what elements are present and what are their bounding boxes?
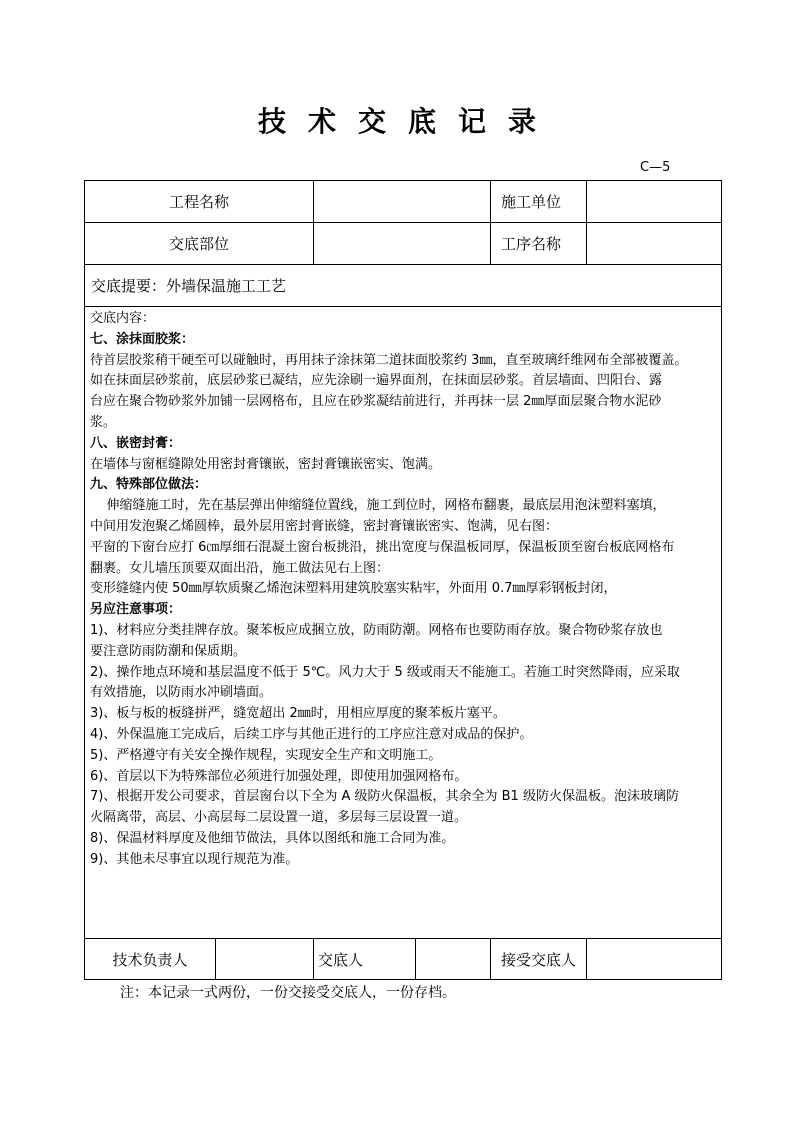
- row-project: [85, 181, 722, 223]
- project-name-field[interactable]: [314, 181, 491, 223]
- tech-lead-label: 技术负责人: [85, 939, 216, 980]
- location-field[interactable]: [314, 223, 491, 265]
- content-line: 在墙体与窗框缝隙处用密封膏镶嵌，密封膏镶嵌密实、饱满。: [90, 456, 442, 472]
- construction-unit-field[interactable]: [587, 181, 722, 223]
- content-line: 浆。: [90, 414, 117, 430]
- content-line: 火隔离带，高层、小高层每二层设置一道，多层每三层设置一道。: [90, 810, 468, 826]
- content-line: 5)、严格遵守有关安全操作规程，实现安全生产和文明施工。: [90, 747, 442, 763]
- form-code: C—5: [640, 160, 671, 175]
- project-name-label: 工程名称: [85, 181, 314, 223]
- footer-note: 注：本记录一式两份，一份交接受交底人，一份存档。: [120, 985, 456, 1001]
- disclosure-form-table: [84, 180, 722, 980]
- section-heading: 八、嵌密封膏：: [90, 435, 182, 451]
- content-line: 待首层胶浆稍干硬至可以碰触时，再用抹子涂抹第二道抹面胶浆约 3㎜，直至玻璃纤维网布全部被覆盖。: [90, 352, 688, 368]
- document-title: 技术交底记录: [257, 105, 558, 138]
- row-summary: [85, 265, 722, 307]
- row-content: [85, 307, 722, 939]
- presenter-label: 交底人: [314, 939, 416, 980]
- content-line: 2)、操作地点环境和基层温度不低于 5℃。风力大于 5 级或雨天不能施工。若施工时突然降雨，应采取: [90, 664, 680, 680]
- construction-unit-label: 施工单位: [491, 181, 587, 223]
- content-line: 伸缩缝施工时，先在基层弹出伸缩缝位置线，施工到位时，网格布翻裹，最底层用泡沫塑料塞填，: [90, 498, 666, 514]
- content-line: 9)、其他未尽事宜以现行规范为准。: [90, 851, 299, 867]
- process-name-label: 工序名称: [491, 223, 587, 265]
- process-name-field[interactable]: [587, 223, 722, 265]
- content-line: 1)、材料应分类挂牌存放。聚苯板应成捆立放，防雨防潮。网格布也要防雨存放。聚合物砂浆存放也: [90, 622, 663, 638]
- content-line: 如在抹面层砂浆前，底层砂浆已凝结，应先涂刷一遍界面剂，在抹面层砂浆。首层墙面、凹阳台、露: [90, 373, 663, 389]
- tech-lead-field[interactable]: [216, 939, 314, 980]
- presenter-field[interactable]: [416, 939, 491, 980]
- content-lines: [90, 309, 717, 871]
- section-heading: 七、涂抹面胶浆：: [90, 331, 195, 347]
- content-line: 6)、首层以下为特殊部位必须进行加强处理，即使用加强网格布。: [90, 768, 468, 784]
- content-line: 翻裹。女儿墙压顶要双面出沿，施工做法见右上图：: [90, 560, 390, 576]
- content-line: 交底内容：: [90, 311, 156, 326]
- content-line: 有效措施，以防雨水冲刷墙面。: [90, 685, 273, 701]
- receiver-label: 接受交底人: [491, 939, 587, 980]
- receiver-field[interactable]: [587, 939, 722, 980]
- disclosure-summary: 交底提要：外墙保温施工工艺: [85, 265, 722, 307]
- content-line: 3)、板与板的板缝拼严，缝宽超出 2㎜时，用相应厚度的聚苯板片塞平。: [90, 706, 506, 722]
- content-line: 4)、外保温施工完成后，后续工序与其他正进行的工序应注意对成品的保护。: [90, 726, 533, 742]
- content-line: 台应在聚合物砂浆外加铺一层网格布，且应在砂浆凝结前进行，并再抹一层 2㎜厚面层聚合物水泥砂: [90, 394, 662, 410]
- content-line: 8)、保温材料厚度及他细节做法，具体以图纸和施工合同为准。: [90, 830, 455, 846]
- content-line: 平窗的下窗台应打 6㎝厚细石混凝土窗台板挑沿，挑出宽度与保温板同厚，保温板顶至窗台板底网格布: [90, 539, 675, 555]
- section-heading: 另应注意事项：: [90, 602, 182, 618]
- content-line: 变形缝缝内使 50㎜厚软质聚乙烯泡沫塑料用建筑胶塞实粘牢，外面用 0.7㎜厚彩钢板封闭，: [90, 581, 617, 597]
- location-label: 交底部位: [85, 223, 314, 265]
- row-location: [85, 223, 722, 265]
- content-line: 中间用发泡聚乙烯圆棒，最外层用密封膏嵌缝，密封膏镶嵌密实、饱满，见右图：: [90, 518, 559, 534]
- disclosure-content: [85, 307, 722, 939]
- row-signatures: [85, 939, 722, 980]
- section-heading: 九、特殊部位做法：: [90, 477, 208, 493]
- content-line: 7)、根据开发公司要求，首层窗台以下全为 A 级防火保温板，其余全为 B1 级防火保温板。泡沫玻璃防: [90, 789, 679, 805]
- content-line: 要注意防雨防潮和保质期。: [90, 643, 247, 659]
